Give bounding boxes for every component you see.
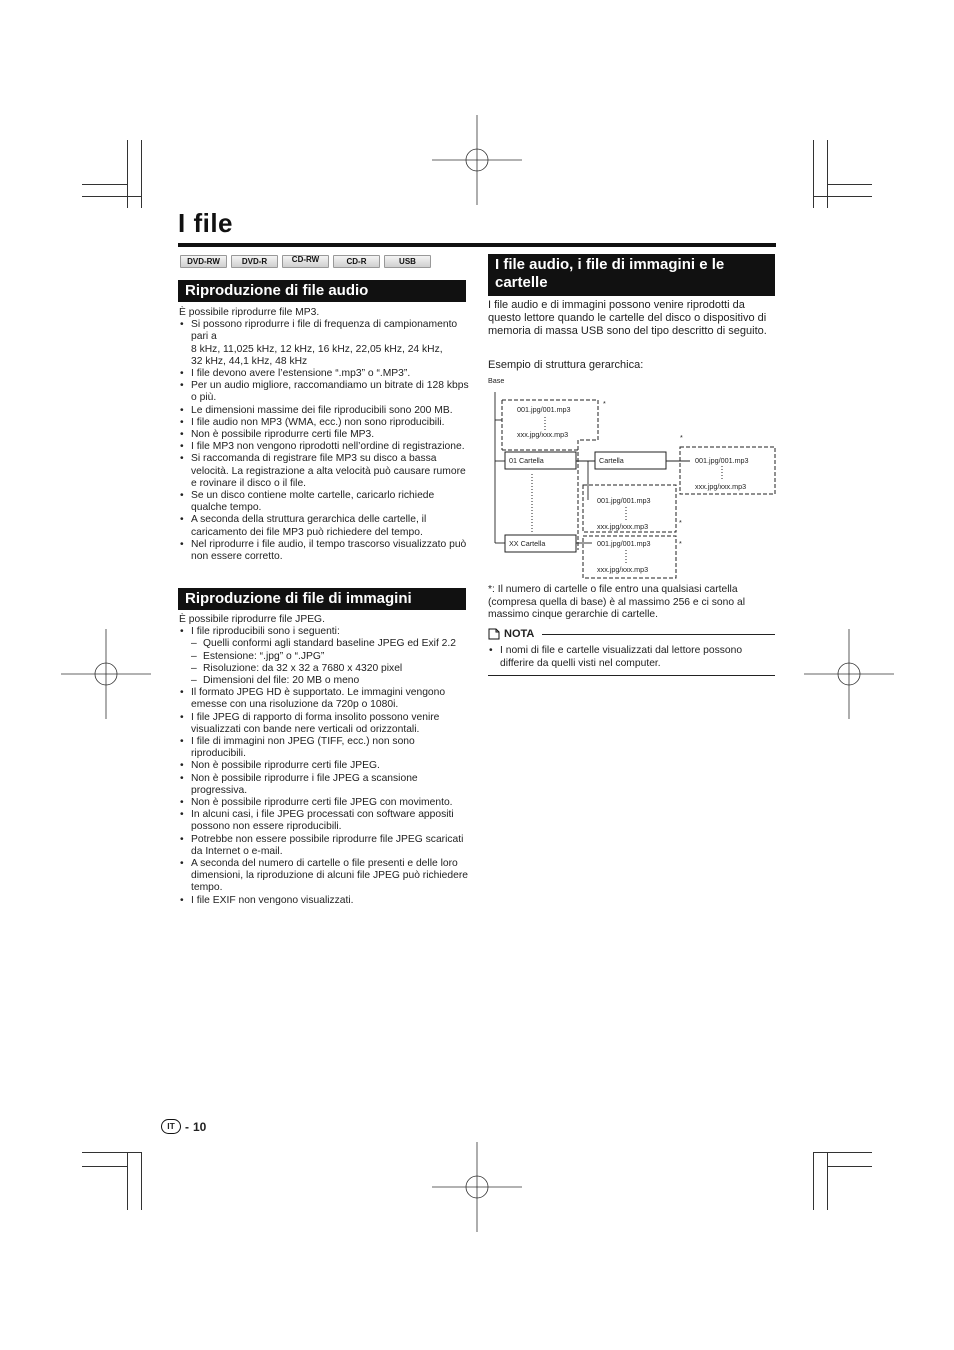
sub-list-item: – Dimensioni del file: 20 MB o meno <box>191 675 469 687</box>
list-item: • Non è possibile riprodurre certi file JPEG. <box>179 760 469 772</box>
tree-asterisk: * <box>679 539 682 548</box>
language-badge: IT <box>161 1119 181 1134</box>
tree-asterisk: * <box>679 518 682 527</box>
sub-list-item: – Estensione: “.jpg” o “.JPG” <box>191 651 469 663</box>
tree-label-file-last: xxx.jpg/xxx.mp3 <box>695 482 747 491</box>
list-item: • I nomi di file e cartelle visualizzati dal lettore possono differire da quelli visti nel computer. <box>488 645 775 670</box>
list-item: • I file EXIF non vengono visualizzati. <box>179 895 469 907</box>
list-item: • Nel riprodurre i file audio, il tempo trascorso visualizzato può non essere corretto. <box>179 539 469 563</box>
tree-label-file-first: 001.jpg/001.mp3 <box>695 456 749 465</box>
page-separator: - <box>185 1119 189 1134</box>
tree-label-folder-01: 01 Cartella <box>509 456 544 465</box>
list-item: • Se un disco contiene molte cartelle, caricarlo richiede qualche tempo. <box>179 490 469 514</box>
tree-label-file-last: xxx.jpg/xxx.mp3 <box>597 522 649 531</box>
crop-mark <box>827 1152 828 1210</box>
structure-intro: I file audio e di immagini possono venire riprodotti da questo lettore quando le cartelle del disco o dispositivo di memoria di massa USB sono del tipo descritto di seguito. <box>488 299 767 337</box>
tree-label-file-first: 001.jpg/001.mp3 <box>597 496 651 505</box>
crop-mark <box>82 1152 142 1153</box>
note-icon <box>488 628 500 640</box>
tree-label-file-last: xxx.jpg/xxx.mp3 <box>517 430 569 439</box>
list-item: • I file audio non MP3 (WMA, ecc.) non sono riproducibili. <box>179 417 469 429</box>
crop-mark <box>141 1152 142 1210</box>
list-item: • Non è possibile riprodurre certi file JPEG con movimento. <box>179 797 469 809</box>
section-heading-audio: Riproduzione di file audio <box>178 280 466 302</box>
badge-dvd-rw: DVD-RW <box>180 255 227 268</box>
list-item: • Non è possibile riprodurre i file JPEG a scansione progressiva. <box>179 773 469 797</box>
tree-label-base: Base <box>488 376 505 385</box>
list-item: • In alcuni casi, i file JPEG processati con software appositi possono non essere riproducibili. <box>179 809 469 833</box>
list-item: • I file JPEG di rapporto di forma insolito possono venire visualizzati con bande nere verticali od orizzontali. <box>179 712 469 736</box>
tree-label-file-last: xxx.jpg/xxx.mp3 <box>597 565 649 574</box>
list-item: • A seconda del numero di cartelle o file presenti e delle loro dimensioni, la riproduzione di alcuni file JPEG può richiedere tempo. <box>179 858 469 895</box>
note-label: NOTA <box>504 628 535 640</box>
crop-mark <box>813 1152 814 1210</box>
list-item: • Potrebbe non essere possibile riprodurre file JPEG scaricati da Internet o e-mail. <box>179 834 469 858</box>
list-item: • I file devono avere l’estensione “.mp3” o “.MP3”. <box>179 368 469 380</box>
crop-mark <box>127 1152 128 1210</box>
tree-footnote: *: Il numero di cartelle o file entro una qualsiasi cartella (compresa quella di base) è al massimo 256 e ci sono al massimo cinque gerarchie di cartelle. <box>488 584 745 621</box>
registration-mark <box>804 629 894 719</box>
list-item: • Il formato JPEG HD è supportato. Le immagini vengono emesse con una risoluzione da 720p o 1080i. <box>179 687 469 711</box>
note-rule <box>542 634 775 635</box>
images-section-body <box>179 614 469 907</box>
example-label: Esempio di struttura gerarchica: <box>488 359 644 371</box>
tree-label-folder-xx: XX Cartella <box>509 539 546 548</box>
tree-label-file-first: 001.jpg/001.mp3 <box>517 405 571 414</box>
list-item: • A seconda della struttura gerarchica delle cartelle, il caricamento dei file MP3 può richiedere del tempo. <box>179 514 469 538</box>
page-number <box>161 1119 206 1134</box>
list-item: • I file di immagini non JPEG (TIFF, ecc.) non sono riproducibili. <box>179 736 469 760</box>
sub-list-item: – Risoluzione: da 32 x 32 a 7680 x 4320 pixel <box>191 663 469 675</box>
badge-cd-rw: CD-RW <box>282 255 329 268</box>
section-heading-images: Riproduzione di file di immagini <box>178 588 466 610</box>
tree-asterisk: * <box>680 433 683 442</box>
tree-asterisk: * <box>603 399 606 408</box>
badge-usb: USB <box>384 255 431 268</box>
crop-mark <box>813 1152 872 1153</box>
list-item: • Non è possibile riprodurre certi file MP3. <box>179 429 469 441</box>
list-item: • Le dimensioni massime dei file riproducibili sono 200 MB. <box>179 405 469 417</box>
note-bottom-rule <box>488 675 775 676</box>
tree-label-file-first: 001.jpg/001.mp3 <box>597 539 651 548</box>
audio-intro: È possibile riprodurre file MP3. <box>179 307 320 318</box>
list-item: • Per un audio migliore, raccomandiamo un bitrate di 128 kbps o più. <box>179 380 469 404</box>
list-item: • I file MP3 non vengono riprodotti nell’ordine di registrazione. <box>179 441 469 453</box>
badge-dvd-r: DVD-R <box>231 255 278 268</box>
page-title: I file <box>178 208 234 238</box>
list-item: • Si raccomanda di registrare file MP3 su disco a bassa velocità. La registrazione a alta velocità può causare rumore e rovinare il disco o il file. <box>179 453 469 490</box>
registration-mark <box>432 1142 522 1232</box>
note-box <box>488 628 775 676</box>
registration-mark <box>61 629 151 719</box>
crop-mark <box>827 1166 872 1167</box>
page-number-value: 10 <box>193 1119 207 1134</box>
list-item: • Si possono riprodurre i file di frequenza di campionamento pari a 8 kHz, 11,025 kHz, 12 kHz, 16 kHz, 22,05 kHz, 24 kHz, 32 kHz, 44,1 kHz, 48 kHz <box>179 319 469 368</box>
list-item: • I file riproducibili sono i seguenti: – Quelli conformi agli standard baseline JPEG ed Exif 2.2 – Estensione: “.jpg” o “.JPG” – Risoluzione: da 32 x 32 a 7680 x 4320 pixel – Dimensioni del file: 20 MB o meno <box>179 626 469 687</box>
crop-mark <box>82 1166 128 1167</box>
sub-list-item: – Quelli conformi agli standard baseline JPEG ed Exif 2.2 <box>191 638 469 650</box>
badge-cd-r: CD-R <box>333 255 380 268</box>
images-intro: È possibile riprodurre file JPEG. <box>179 614 325 625</box>
section-heading-structure: I file audio, i file di immagini e le cartelle <box>488 254 775 296</box>
tree-label-folder-sub: Cartella <box>599 456 624 465</box>
folder-tree-diagram <box>0 0 954 600</box>
